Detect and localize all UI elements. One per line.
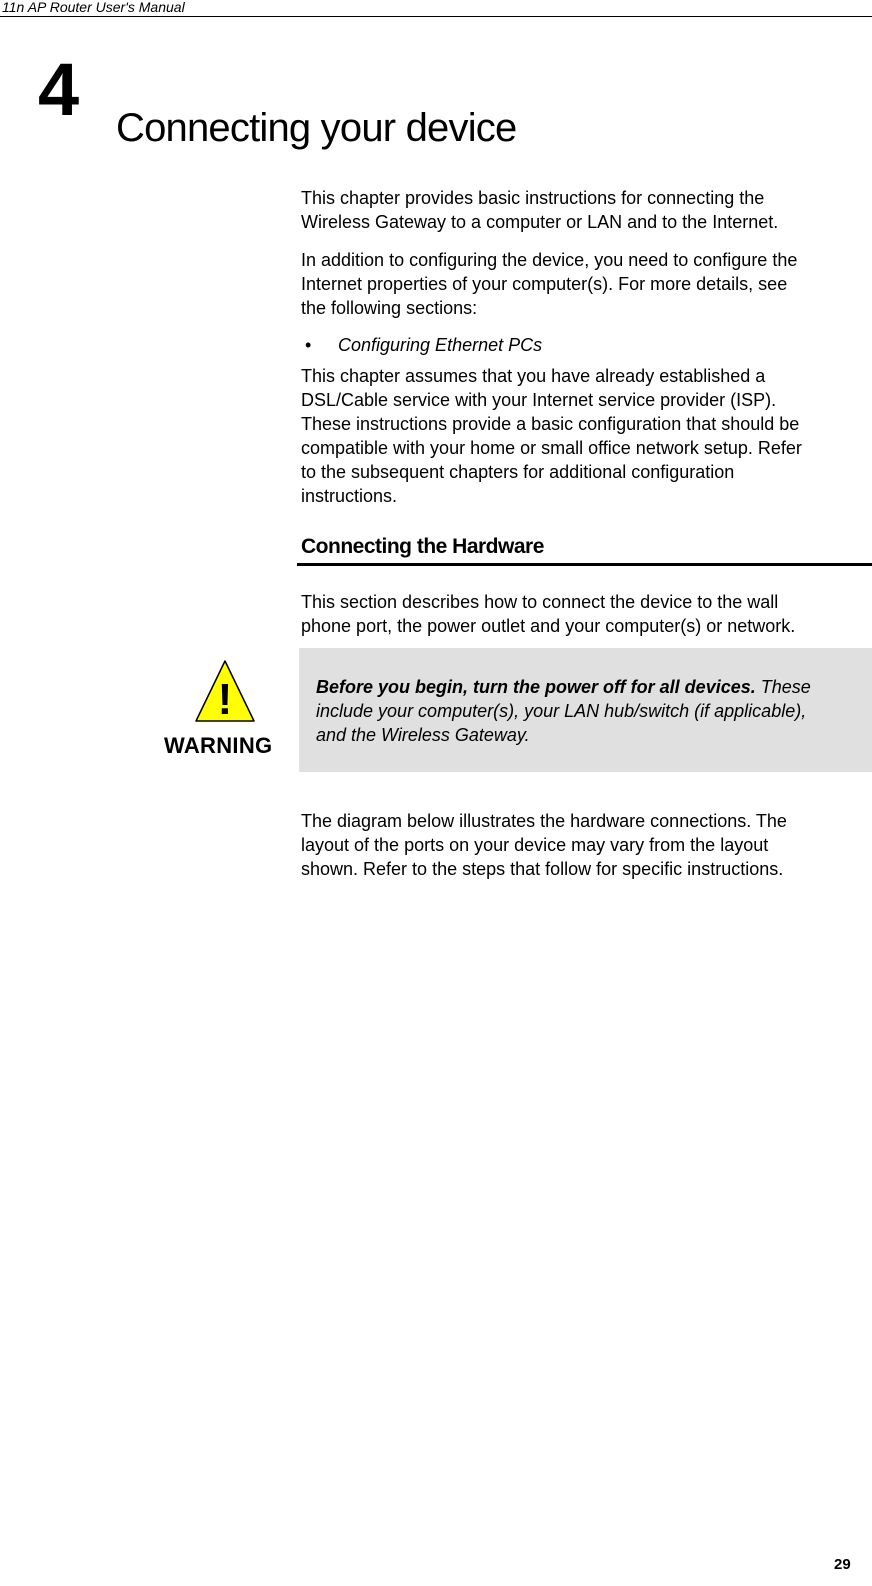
intro-p3-line-2: DSL/Cable service with your Internet service provider (ISP). <box>301 390 777 410</box>
intro-p3-line-1: This chapter assumes that you have already established a <box>301 366 766 386</box>
intro-p2-line-3: the following sections: <box>301 298 478 318</box>
warning-triangle-icon <box>193 658 257 724</box>
page-number: 29 <box>834 1556 851 1573</box>
chapter-number: 4 <box>38 48 80 131</box>
diagram-intro-paragraph <box>301 809 866 881</box>
section-heading-rule <box>297 563 872 566</box>
section-p1-line-2: phone port, the power outlet and your computer(s) or network. <box>301 616 796 636</box>
diagram-intro-line-1: The diagram below illustrates the hardware connections. The <box>301 811 787 831</box>
bullet-symbol: • <box>305 335 312 355</box>
bullet-item-configuring-ethernet-pcs: Configuring Ethernet PCs <box>338 335 543 355</box>
warning-bold-text: Before you begin, turn the power off for all devices. <box>316 677 756 697</box>
warning-exclamation-glyph: ! <box>217 675 233 724</box>
diagram-intro-line-3: shown. Refer to the steps that follow for specific instructions. <box>301 859 784 879</box>
intro-p3-line-3: These instructions provide a basic configuration that should be <box>301 414 800 434</box>
warning-text-line-3: and the Wireless Gateway. <box>316 725 530 745</box>
intro-paragraph-3 <box>301 364 866 508</box>
intro-paragraph-2 <box>301 248 866 320</box>
intro-paragraph-1 <box>301 186 866 234</box>
intro-p2-line-2: Internet properties of your computer(s). For more details, see <box>301 274 788 294</box>
intro-p3-line-5: to the subsequent chapters for additional configuration <box>301 462 735 482</box>
section-p1-line-1: This section describes how to connect the device to the wall <box>301 592 779 612</box>
warning-text-line-2: include your computer(s), your LAN hub/switch (if applicable), <box>316 701 807 721</box>
warning-text-line-1-rest: These <box>755 677 811 697</box>
running-header <box>0 0 872 17</box>
intro-p1-line-2: Wireless Gateway to a computer or LAN and to the Internet. <box>301 212 779 232</box>
diagram-intro-line-2: layout of the ports on your device may vary from the layout <box>301 835 769 855</box>
running-header-title: 11n AP Router User's Manual <box>2 0 185 15</box>
warning-label: WARNING <box>164 733 273 758</box>
intro-p3-line-6: instructions. <box>301 486 398 506</box>
intro-p1-line-1: This chapter provides basic instructions for connecting the <box>301 188 765 208</box>
intro-p3-line-4: compatible with your home or small office network setup. Refer <box>301 438 802 458</box>
section-heading: Connecting the Hardware <box>301 535 544 558</box>
section-paragraph-1 <box>301 590 866 638</box>
intro-p2-line-1: In addition to configuring the device, you need to configure the <box>301 250 798 270</box>
chapter-title: Connecting your device <box>116 106 517 150</box>
warning-text <box>316 675 868 747</box>
